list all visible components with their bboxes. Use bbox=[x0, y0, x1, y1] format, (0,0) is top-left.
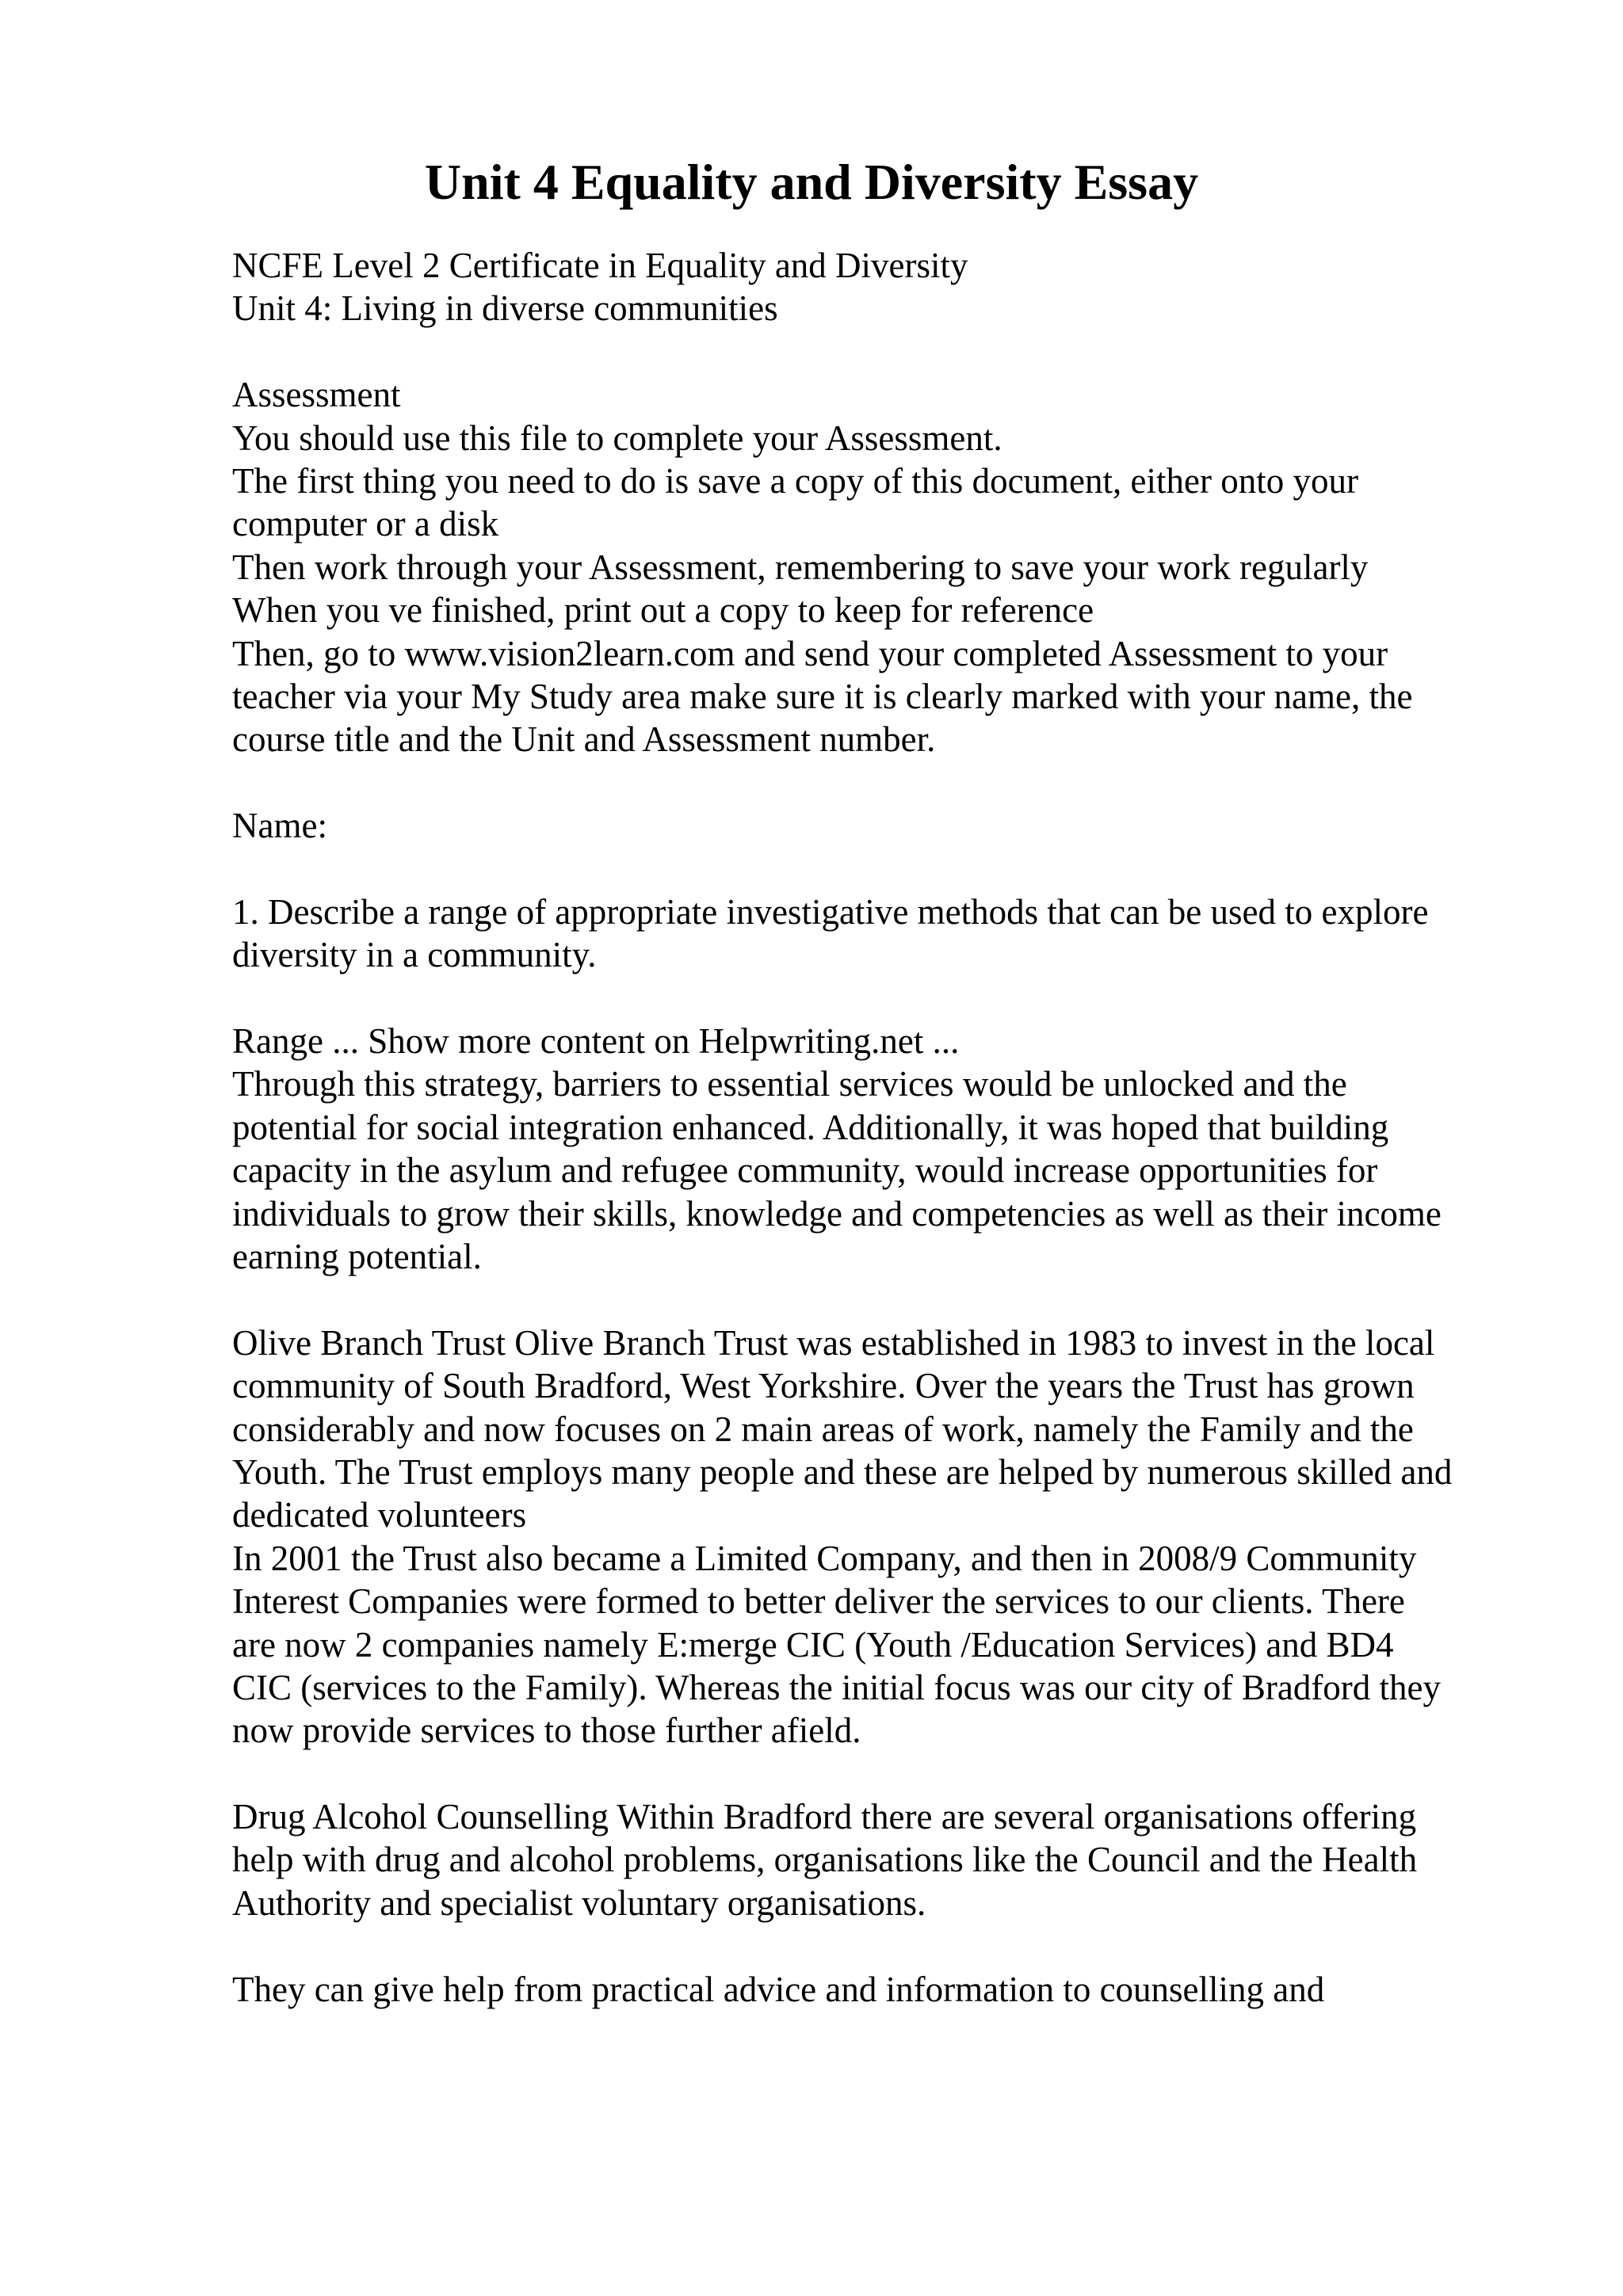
paragraph-line: are now 2 companies namely E:merge CIC (Youth /Education Services) and BD4 bbox=[232, 1624, 1394, 1665]
paragraph-line: Range ... Show more content on Helpwriting.net ... bbox=[232, 1021, 960, 1062]
paragraph-line: Interest Companies were formed to better deliver the services to our clients. There bbox=[232, 1581, 1405, 1622]
instruction-line: Then work through your Assessment, remembering to save your work regularly bbox=[232, 547, 1369, 587]
paragraph-gap bbox=[232, 977, 1532, 1020]
name-label: Name: bbox=[232, 806, 327, 846]
olive-branch-paragraph bbox=[232, 1322, 1532, 1753]
course-header bbox=[232, 244, 1532, 330]
paragraph-line: earning potential. bbox=[232, 1236, 482, 1276]
question-1 bbox=[232, 891, 1532, 977]
paragraph-line: Youth. The Trust employs many people and these are helped by numerous skilled and bbox=[232, 1451, 1453, 1492]
range-paragraph bbox=[232, 1020, 1532, 1278]
assessment-instructions bbox=[232, 373, 1532, 761]
assessment-heading: Assessment bbox=[232, 375, 401, 415]
instruction-line: course title and the Unit and Assessment number. bbox=[232, 719, 936, 760]
closing-paragraph bbox=[232, 1968, 1532, 2011]
paragraph-line: Drug Alcohol Counselling Within Bradford there are several organisations offering bbox=[232, 1797, 1417, 1837]
paragraph-gap bbox=[232, 330, 1532, 373]
paragraph-gap bbox=[232, 1753, 1532, 1795]
instruction-line: Then, go to www.vision2learn.com and send your completed Assessment to your bbox=[232, 633, 1388, 673]
question-line: 1. Describe a range of appropriate investigative methods that can be used to explore bbox=[232, 891, 1429, 932]
paragraph-line: help with drug and alcohol problems, organisations like the Council and the Health bbox=[232, 1840, 1418, 1880]
paragraph-line: Olive Branch Trust Olive Branch Trust was established in 1983 to invest in the local bbox=[232, 1322, 1435, 1363]
paragraph-line: individuals to grow their skills, knowledge and competencies as well as their income bbox=[232, 1193, 1442, 1234]
paragraph-line: dedicated volunteers bbox=[232, 1495, 527, 1535]
drug-alcohol-paragraph bbox=[232, 1795, 1532, 1924]
paragraph-gap bbox=[232, 1924, 1532, 1967]
course-name-line: NCFE Level 2 Certificate in Equality and Diversity bbox=[232, 246, 968, 285]
paragraph-line: considerably and now focuses on 2 main areas of work, namely the Family and the bbox=[232, 1409, 1414, 1449]
document-title: Unit 4 Equality and Diversity Essay bbox=[424, 154, 1199, 210]
paragraph-line: community of South Bradford, West Yorkshire. Over the years the Trust has grown bbox=[232, 1366, 1415, 1406]
paragraph-line: now provide services to those further afield. bbox=[232, 1711, 861, 1751]
paragraph-line: In 2001 the Trust also became a Limited Company, and then in 2008/9 Community bbox=[232, 1538, 1417, 1578]
question-line: diversity in a community. bbox=[232, 935, 597, 975]
paragraph-gap bbox=[232, 1278, 1532, 1321]
paragraph-gap bbox=[232, 847, 1532, 890]
paragraph-line: They can give help from practical advice and information to counselling and bbox=[232, 1969, 1325, 2009]
unit-name-line: Unit 4: Living in diverse communities bbox=[232, 288, 778, 329]
name-field bbox=[232, 804, 1532, 847]
paragraph-line: Authority and specialist voluntary organisations. bbox=[232, 1882, 926, 1923]
instruction-line: The first thing you need to do is save a copy of this document, either onto your bbox=[232, 460, 1358, 501]
instruction-line: teacher via your My Study area make sure it is clearly marked with your name, the bbox=[232, 676, 1413, 716]
instruction-line: You should use this file to complete your Assessment. bbox=[232, 418, 1002, 458]
paragraph-line: capacity in the asylum and refugee community, would increase opportunities for bbox=[232, 1150, 1378, 1191]
paragraph-line: CIC (services to the Family). Whereas the initial focus was our city of Bradford they bbox=[232, 1667, 1442, 1707]
document-body bbox=[232, 244, 1532, 2011]
instruction-line: computer or a disk bbox=[232, 504, 499, 544]
paragraph-line: Through this strategy, barriers to essential services would be unlocked and the bbox=[232, 1064, 1347, 1104]
paragraph-line: potential for social integration enhanced. Additionally, it was hoped that building bbox=[232, 1107, 1389, 1147]
paragraph-gap bbox=[232, 761, 1532, 804]
instruction-line: When you ve finished, print out a copy to keep for reference bbox=[232, 590, 1094, 631]
